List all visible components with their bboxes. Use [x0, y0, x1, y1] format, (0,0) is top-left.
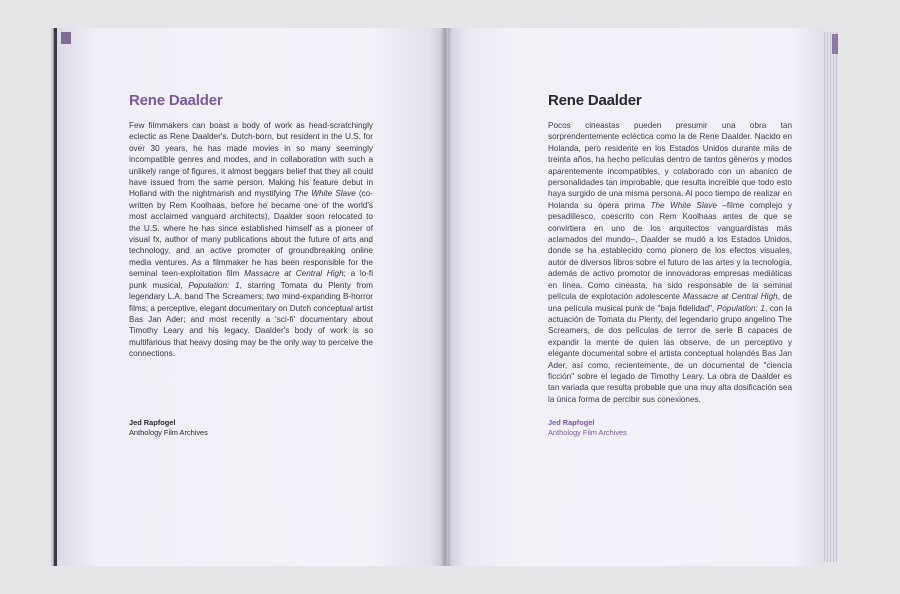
right-author-name: Jed Rapfogel	[548, 418, 595, 427]
right-text-5: , de una película musical punk de "baja fidelidad",	[548, 292, 792, 313]
right-text-3: –filme complejo y pesadillesco, coescrito con Rem Koolhaas antes de que se convirtiera en uno de los arquitectos vanguardistas más aclamados del mundo–, Daalder se mudó a los Estados Unidos, donde se ha establecido como pionero de los efectos visuales, autor de diversos libros sobre el futuro de las artes y la tecnología, además de activo promotor de innovadoras empresas mediáticas en línea. Como cineasta, ha sido responsable de la seminal película de explotación adolescente	[548, 200, 792, 302]
edge-tab-marker	[832, 34, 838, 54]
page-tab-marker	[61, 32, 71, 44]
right-text-4: Massacre at Central High	[682, 292, 778, 302]
left-page-body	[129, 120, 373, 360]
right-page-title: Rene Daalder	[548, 92, 642, 109]
right-page-body	[548, 120, 792, 405]
left-text-4: Massacre at Central High	[244, 269, 344, 279]
left-author-affiliation: Anthology Film Archives	[129, 428, 208, 437]
right-text-7: , con la actuación de Tomata du Plenty, del legendario grupo angelino The Screamers, de dos películas de terror de serie B capaces de expandir la mente de quien las observe, de un perceptivo y elegante documental sobre el artista conceptual holandés Bas Jan Ader, así como, recientemente, de un documental de "ciencia ficción" sobre el legado de Timothy Leary. La obra de Daalder es tan variada que resulta probable que una muy alta dosificación sea la única forma de percibir sus conexiones.	[548, 303, 792, 404]
left-page-title: Rene Daalder	[129, 92, 223, 109]
open-book	[54, 28, 838, 566]
right-text-2: The White Slave	[650, 200, 717, 210]
right-text-6: Population: 1	[716, 303, 765, 313]
left-text-6: Population: 1	[188, 280, 240, 290]
left-text-7: , starring Tomata du Plenty from legendary L.A. band The Screamers; two mind-expanding B-horror films; a perceptive, elegant documentary on Dutch conceptual artist Bas Jan Ader; and most recently a 'sci-fi' documentary about Timothy Leary and his legacy. Daalder's body of work is so multifarious that heavy dosing may be the only way to perceive the connections.	[129, 280, 373, 359]
left-page	[54, 28, 446, 566]
book-spine-shadow	[440, 28, 452, 566]
left-signature	[129, 418, 208, 438]
right-text-1: Pocos cineastas pueden presumir una obra tan sorprendentemente ecléctica como la de Rene Daalder. Nacido en Holanda, pero residente en los Estados Unidos durante más de treinta años, ha hecho películas dentro de tantos géneros y modos aparentemente incompatibles, y colaborado con un abanico de personalidades tan improbable, que resulta increíble que todo esto haya surgido de una misma persona. Al poco tiempo de realizar en Holanda su ópera prima	[548, 121, 792, 210]
left-text-5: ; a lo-fi punk musical,	[129, 269, 374, 290]
left-text-2: The White Slave	[293, 189, 356, 199]
left-text-3: (co-written by Rem Koolhaas, before he became one of the world's most acclaimed vanguard architects), Daalder soon relocated to the U.S. where he has since established himself as a pioneer of visual fx, author of many publications about the future of arts and technology, and an active promoter of groundbreaking online media ventures. As a filmmaker he has been responsible for the seminal teen-exploitation film	[129, 189, 374, 279]
left-author-name: Jed Rapfogel	[129, 418, 176, 427]
right-signature	[548, 418, 627, 438]
left-text-1: Few filmmakers can boast a body of work as head-scratchingly eclectic as Rene Daalder's. Dutch-born, but resident in the U.S. for over 30 years, he has made movies in so many seemingly incompatible genres and modes, and in collaboration with such a unlikely range of figures, it almost beggars belief that they all could have issued from the same person. Making his feature debut in Holland with the nightmarish and mystifying	[129, 121, 373, 199]
page-edges	[824, 32, 838, 562]
right-page	[448, 28, 824, 566]
right-author-affiliation: Anthology Film Archives	[548, 428, 627, 437]
